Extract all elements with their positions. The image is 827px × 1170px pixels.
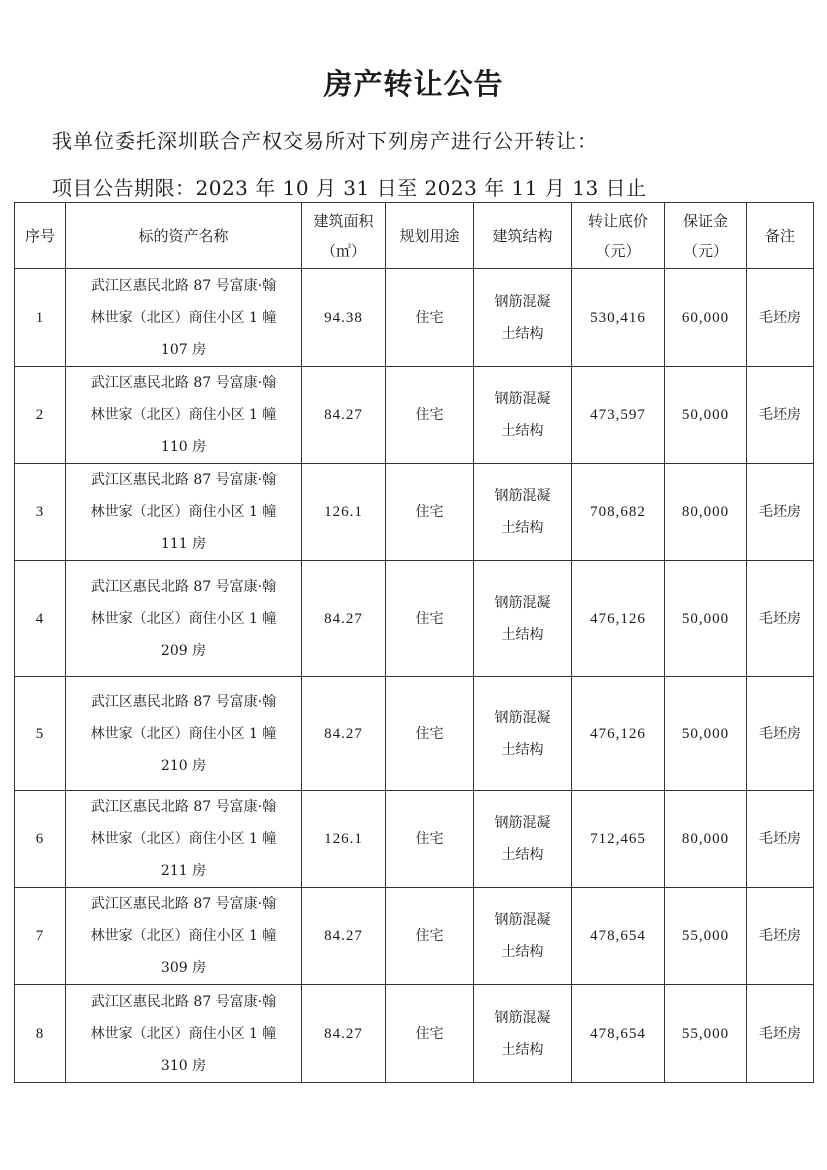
table-row: [15, 791, 814, 888]
cell-asset-name: [66, 985, 302, 1083]
cell-deposit: 50,000: [665, 367, 747, 464]
intro-text: 我单位委托深圳联合产权交易所对下列房产进行公开转让：: [52, 129, 598, 153]
header-price-unit: （元）: [595, 241, 641, 260]
header-seq: 序号: [15, 203, 66, 269]
table-row: [15, 888, 814, 985]
cell-asset-name: [66, 888, 302, 985]
asset-name-line2: 林世家（北区）商住小区 1 幢: [90, 610, 277, 627]
structure-line1: 钢筋混凝: [494, 391, 551, 407]
cell-use: 住宅: [386, 367, 474, 464]
cell-asset-name: [66, 464, 302, 561]
asset-name-line3: 309 房: [160, 960, 207, 976]
asset-name-line1: 武江区惠民北路 87 号富康·翰: [90, 578, 277, 595]
asset-name-line2: 林世家（北区）商住小区 1 幢: [90, 831, 277, 847]
header-area-label: 建筑面积: [313, 211, 374, 230]
asset-name-line1: 武江区惠民北路 87 号富康·翰: [90, 799, 277, 815]
cell-use: 住宅: [386, 464, 474, 561]
header-deposit-label: 保证金: [682, 211, 728, 230]
cell-structure: [474, 888, 572, 985]
cell-deposit: 60,000: [665, 269, 747, 367]
cell-note: 毛坯房: [747, 561, 814, 677]
asset-name-line2: 林世家（北区）商住小区 1 幢: [90, 928, 277, 944]
header-note: 备注: [747, 203, 814, 269]
structure-line2: 土结构: [501, 741, 544, 758]
table-row: [15, 464, 814, 561]
cell-area: 94.38: [302, 269, 386, 367]
cell-structure: [474, 269, 572, 367]
cell-price: 478,654: [572, 985, 665, 1083]
cell-area: 126.1: [302, 791, 386, 888]
asset-name-line1: 武江区惠民北路 87 号富康·翰: [90, 277, 277, 294]
cell-note: 毛坯房: [747, 464, 814, 561]
asset-name-line2: 林世家（北区）商住小区 1 幢: [90, 309, 277, 326]
document-title: 房产转让公告: [323, 67, 504, 101]
cell-asset-name: [66, 367, 302, 464]
asset-name-line1: 武江区惠民北路 87 号富康·翰: [90, 693, 277, 710]
asset-name-line3: 211 房: [160, 863, 207, 879]
cell-structure: [474, 367, 572, 464]
asset-name-line3: 310 房: [160, 1057, 207, 1074]
cell-area: 84.27: [302, 985, 386, 1083]
structure-line1: 钢筋混凝: [494, 488, 551, 504]
asset-name-line3: 107 房: [160, 341, 207, 358]
cell-use: 住宅: [386, 888, 474, 985]
cell-deposit: 55,000: [665, 985, 747, 1083]
cell-seq: 4: [15, 561, 66, 677]
header-deposit: [665, 203, 747, 269]
cell-seq: 8: [15, 985, 66, 1083]
asset-name-line3: 111 房: [160, 536, 207, 552]
cell-note: 毛坯房: [747, 985, 814, 1083]
cell-price: 530,416: [572, 269, 665, 367]
cell-structure: [474, 561, 572, 677]
cell-use: 住宅: [386, 985, 474, 1083]
asset-name-line1: 武江区惠民北路 87 号富康·翰: [90, 993, 277, 1010]
structure-line2: 土结构: [501, 847, 544, 863]
structure-line2: 土结构: [501, 520, 544, 536]
asset-name-line1: 武江区惠民北路 87 号富康·翰: [90, 896, 277, 912]
cell-area: 84.27: [302, 677, 386, 791]
structure-line2: 土结构: [501, 1041, 544, 1058]
structure-line1: 钢筋混凝: [494, 815, 551, 831]
cell-price: 708,682: [572, 464, 665, 561]
table-row: [15, 985, 814, 1083]
asset-name-line2: 林世家（北区）商住小区 1 幢: [90, 1025, 277, 1042]
cell-asset-name: [66, 561, 302, 677]
cell-seq: 7: [15, 888, 66, 985]
cell-use: 住宅: [386, 791, 474, 888]
cell-area: 84.27: [302, 367, 386, 464]
cell-note: 毛坯房: [747, 269, 814, 367]
structure-line2: 土结构: [501, 325, 544, 342]
asset-name-line3: 210 房: [160, 757, 207, 774]
cell-note: 毛坯房: [747, 367, 814, 464]
cell-deposit: 50,000: [665, 561, 747, 677]
table-row: [15, 677, 814, 791]
cell-note: 毛坯房: [747, 791, 814, 888]
asset-name-line3: 209 房: [160, 642, 207, 659]
cell-price: 712,465: [572, 791, 665, 888]
cell-deposit: 80,000: [665, 791, 747, 888]
cell-seq: 6: [15, 791, 66, 888]
table-header-row: [15, 203, 814, 269]
header-name: 标的资产名称: [66, 203, 302, 269]
asset-name-line2: 林世家（北区）商住小区 1 幢: [90, 407, 277, 423]
asset-name-line3: 110 房: [160, 439, 207, 455]
cell-price: 476,126: [572, 561, 665, 677]
structure-line1: 钢筋混凝: [494, 594, 551, 611]
announcement-period: 项目公告期限：2023 年 10 月 31 日至 2023 年 11 月 13 日止: [52, 176, 647, 200]
header-price: [572, 203, 665, 269]
cell-note: 毛坯房: [747, 677, 814, 791]
header-price-label: 转让底价: [587, 211, 648, 230]
cell-price: 478,654: [572, 888, 665, 985]
cell-asset-name: [66, 677, 302, 791]
cell-asset-name: [66, 269, 302, 367]
asset-name-line1: 武江区惠民北路 87 号富康·翰: [90, 375, 277, 391]
cell-area: 126.1: [302, 464, 386, 561]
cell-use: 住宅: [386, 561, 474, 677]
structure-line2: 土结构: [501, 626, 544, 643]
cell-deposit: 55,000: [665, 888, 747, 985]
cell-note: 毛坯房: [747, 888, 814, 985]
cell-asset-name: [66, 791, 302, 888]
structure-line1: 钢筋混凝: [494, 709, 551, 726]
header-structure: 建筑结构: [474, 203, 572, 269]
table-row: [15, 269, 814, 367]
cell-seq: 3: [15, 464, 66, 561]
cell-price: 473,597: [572, 367, 665, 464]
structure-line2: 土结构: [501, 944, 544, 960]
cell-structure: [474, 464, 572, 561]
cell-structure: [474, 791, 572, 888]
asset-name-line2: 林世家（北区）商住小区 1 幢: [90, 725, 277, 742]
cell-area: 84.27: [302, 888, 386, 985]
cell-use: 住宅: [386, 677, 474, 791]
cell-structure: [474, 677, 572, 791]
structure-line1: 钢筋混凝: [494, 912, 551, 928]
header-deposit-unit: （元）: [682, 241, 728, 260]
structure-line2: 土结构: [501, 423, 544, 439]
table-row: [15, 561, 814, 677]
structure-line1: 钢筋混凝: [494, 293, 551, 310]
property-table: [14, 202, 814, 1083]
asset-name-line2: 林世家（北区）商住小区 1 幢: [90, 504, 277, 520]
header-area: [302, 203, 386, 269]
cell-seq: 5: [15, 677, 66, 791]
asset-name-line1: 武江区惠民北路 87 号富康·翰: [90, 472, 277, 488]
table-row: [15, 367, 814, 464]
cell-structure: [474, 985, 572, 1083]
structure-line1: 钢筋混凝: [494, 1009, 551, 1026]
header-use: 规划用途: [386, 203, 474, 269]
cell-area: 84.27: [302, 561, 386, 677]
cell-use: 住宅: [386, 269, 474, 367]
cell-deposit: 80,000: [665, 464, 747, 561]
cell-deposit: 50,000: [665, 677, 747, 791]
cell-seq: 2: [15, 367, 66, 464]
cell-seq: 1: [15, 269, 66, 367]
header-area-unit: （㎡）: [320, 241, 366, 260]
cell-price: 476,126: [572, 677, 665, 791]
